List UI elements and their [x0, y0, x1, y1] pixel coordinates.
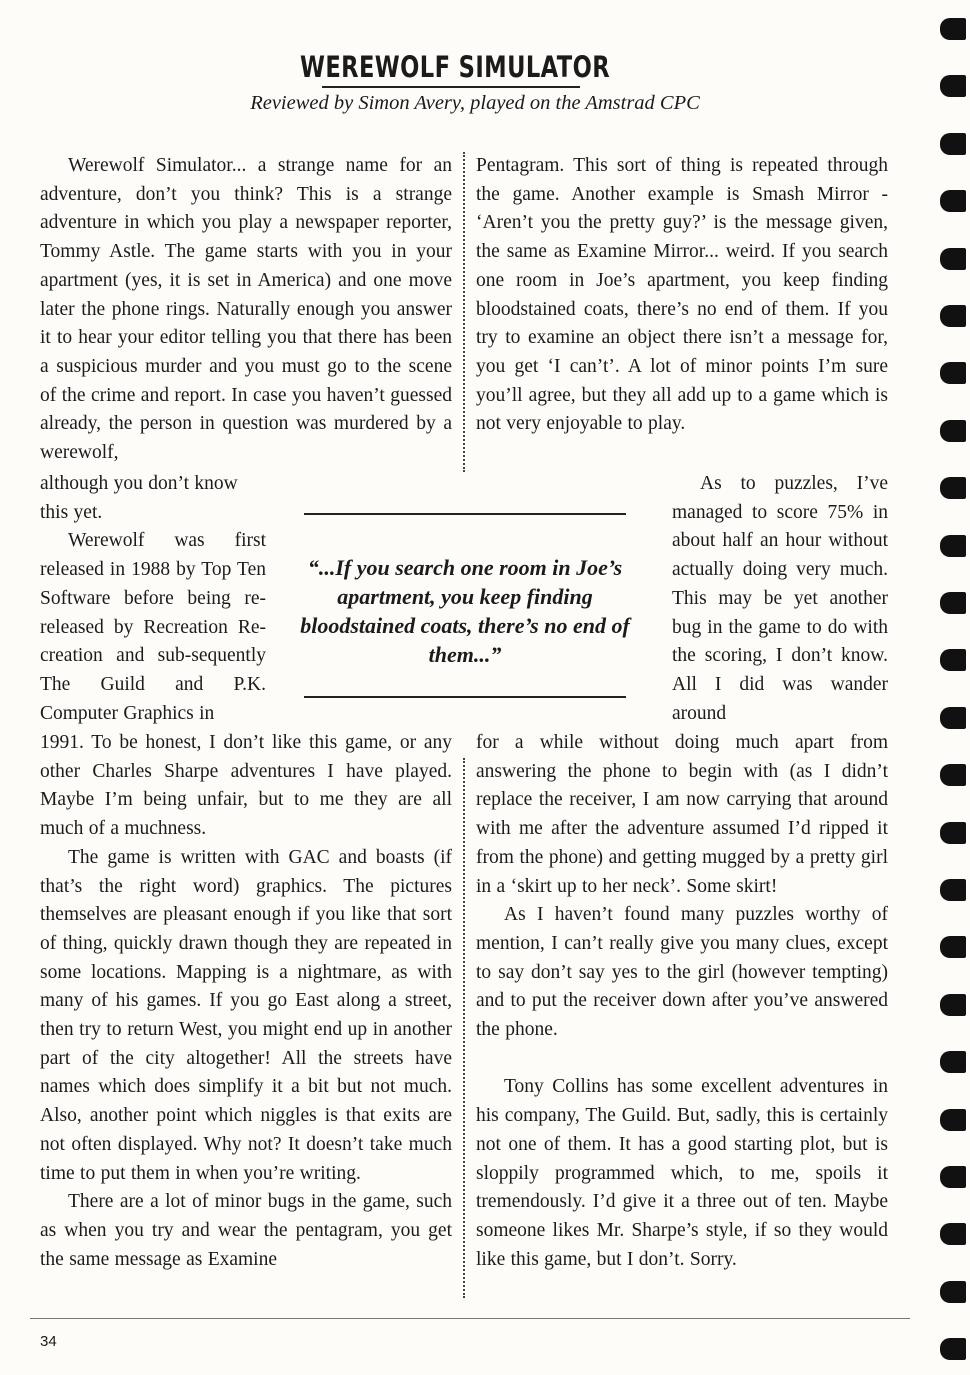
paragraph: The game is written with GAC and boasts (if that’s the right word) graphics. The pictures themselves are pleasant enough if you like that sort of thing, quickly drawn though they are repeated in some locations. Mapping is a nightmare, as with many of his games. If you go East along a street, then try to return West, you might end up in another part of the city altogether! All the streets have names which does simplify it a bit but not much. Also, another point which niggles is that exits are not often displayed. Why not? It doesn’t take much time to put them in when you’re writing. [40, 846, 452, 1184]
left-column-middle [40, 470, 266, 728]
binding-hole [940, 936, 966, 958]
binding-hole [940, 649, 966, 671]
binding-hole [940, 1281, 966, 1303]
binding-hole [940, 535, 966, 557]
left-column-top [40, 152, 452, 468]
binding-hole [940, 18, 966, 40]
column-divider [463, 152, 465, 472]
binding-hole [940, 420, 966, 442]
paragraph: Pentagram. This sort of thing is repeated through the game. Another example is Smash Mirror - ‘Aren’t you the pretty guy?’ is the message given, the same as Examine Mirror... weird. If you search one room in Joe’s apartment, you keep finding bloodstained coats, there’s no end of them. If you try to examine an object there isn’t a message for, you get ‘I can’t’. A lot of minor points I’m sure you’ll agree, but they all add up to a game which is not very enjoyable to play. [476, 155, 888, 435]
footer-rule [30, 1318, 910, 1319]
binding-hole [940, 1223, 966, 1245]
paragraph: 1991. To be honest, I don’t like this game, or any other Charles Sharpe adventures I have played. Maybe I’m being unfair, but to me they are all much of a muchness. [40, 732, 452, 840]
binding-hole [940, 305, 966, 327]
binding-hole [940, 75, 966, 97]
column-divider [463, 758, 465, 1298]
binding-holes [930, 0, 970, 1375]
binding-hole [940, 879, 966, 901]
binding-hole [940, 994, 966, 1016]
paragraph: As to puzzles, I’ve managed to score 75% in about half an hour without actually doing very much. This may be yet another bug in the game to do with the scoring, I don’t know. All I did was wander around [672, 473, 888, 724]
article-title: WEREWOLF SIMULATOR [299, 50, 611, 84]
paragraph: Werewolf was first released in 1988 by Top Ten Software before being re-released by Recreation Re-creation and sub-sequently The Guild and P.K. Computer Graphics in [40, 530, 266, 724]
binding-hole [940, 1166, 966, 1188]
binding-hole [940, 592, 966, 614]
binding-hole [940, 248, 966, 270]
paragraph: As I haven’t found many puzzles worthy of mention, I can’t really give you many clues, except to say don’t say yes to the girl (however tempting) and to put the receiver down after you’ve answered the phone. [476, 904, 888, 1041]
paragraph: There are a lot of minor bugs in the game, such as when you try and wear the pentagram, you get the same message as Examine [40, 1191, 452, 1270]
binding-hole [940, 822, 966, 844]
binding-hole [940, 362, 966, 384]
right-column-middle [672, 470, 888, 728]
pull-quote: “...If you search one room in Joe’s apartment, you keep finding bloodstained coats, there’s no end of them...” [300, 555, 630, 667]
right-column-bottom [476, 729, 888, 1274]
paragraph: Tony Collins has some excellent adventures in his company, The Guild. But, sadly, this is certainly not one of them. It has a good starting plot, but is sloppily programmed which, to me, spoils it tremendously. I’d give it a three out of ten. Maybe someone likes Mr. Sharpe’s style, if so they would like this game, but I don’t. Sorry. [476, 1076, 888, 1270]
right-column-top [476, 152, 888, 439]
pull-quote-rule-top [304, 513, 626, 515]
binding-hole [940, 190, 966, 212]
binding-hole [940, 1109, 966, 1131]
paragraph: Werewolf Simulator... a strange name for an adventure, don’t you think? This is a strange adventure in which you play a newspaper reporter, Tommy Astle. The game starts with you in your apartment (yes, it is set in America) and one move later the phone rings. Naturally enough you answer it to hear your editor telling you that there has been a suspicious murder and you must go to the scene of the crime and report. In case you haven’t guessed already, the person in question was murdered by a werewolf, [40, 155, 452, 464]
byline: Reviewed by Simon Avery, played on the Amstrad CPC [250, 92, 700, 114]
binding-hole [940, 707, 966, 729]
page-number: 34 [40, 1333, 57, 1350]
binding-hole [940, 1051, 966, 1073]
binding-hole [940, 1338, 966, 1360]
binding-hole [940, 477, 966, 499]
paragraph: although you don’t know this yet. [40, 473, 238, 523]
binding-hole [940, 764, 966, 786]
title-underline [322, 86, 580, 88]
pull-quote-rule-bottom [304, 696, 626, 698]
paragraph: for a while without doing much apart from answering the phone to begin with (as I didn’t replace the receiver, I am now carrying that around with me after the adventure assumed I’d ripped it from the phone) and getting mugged by a pretty girl in a ‘skirt up to her neck’. Some skirt! [476, 732, 888, 897]
left-column-bottom [40, 729, 452, 1274]
binding-hole [940, 133, 966, 155]
